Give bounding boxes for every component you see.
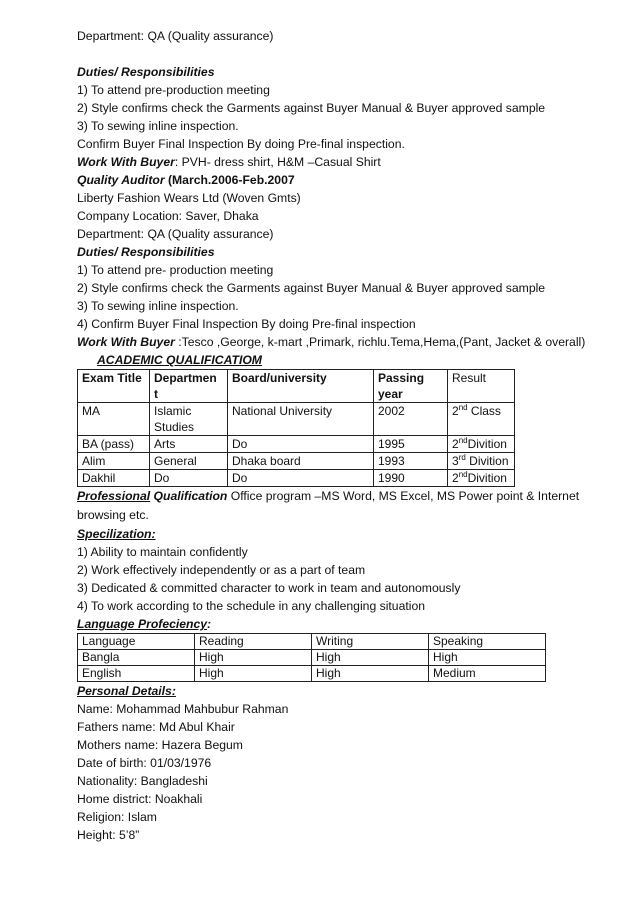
work-with-buyer-label: Work With Buyer — [77, 155, 175, 169]
table-cell: High — [195, 666, 312, 682]
work-with-buyer-line — [77, 333, 617, 351]
table-cell: High — [429, 650, 546, 666]
table-cell: MA — [78, 403, 150, 436]
result-number: 2 — [452, 471, 459, 485]
personal-detail: Nationality: Bangladeshi — [77, 774, 208, 788]
personal-heading: Personal Details: — [77, 684, 176, 698]
column-header: Departmen t — [150, 370, 228, 403]
table-cell: Arts — [150, 436, 228, 453]
table-row — [78, 436, 515, 453]
personal-detail: Home district: Noakhali — [77, 792, 203, 806]
personal-detail: Date of birth: 01/03/1976 — [77, 756, 212, 770]
personal-detail: Name: Mohammad Mahbubur Rahman — [77, 702, 289, 716]
column-header: Writing — [312, 634, 429, 650]
table-cell: Medium — [429, 666, 546, 682]
specialization-heading: Specilization: — [77, 527, 156, 541]
professional-text: Office program –MS Word, MS Excel, MS Power point & Internet browsing etc. — [77, 489, 580, 522]
table-cell: General — [150, 453, 228, 470]
duty-item: 1) To attend pre-production meeting — [77, 83, 270, 97]
table-cell: Do — [228, 470, 374, 487]
result-text: Class — [467, 404, 501, 418]
result-text: Divition — [465, 454, 509, 468]
personal-detail: Religion: Islam — [77, 810, 157, 824]
table-cell: BA (pass) — [78, 436, 150, 453]
column-header: Result — [448, 370, 515, 403]
table-cell: Dhaka board — [228, 453, 374, 470]
table-row — [78, 403, 515, 436]
table-cell: Do — [228, 436, 374, 453]
table-cell: Islamic Studies — [150, 403, 228, 436]
result-suffix: nd — [458, 436, 468, 445]
department-line: Department: QA (Quality assurance) — [77, 29, 274, 43]
qualification-label: Qualification — [150, 489, 228, 503]
professional-qualification — [77, 487, 617, 525]
list-item: 2) Work effectively independently or as a part of team — [77, 563, 366, 577]
duties-heading: Duties/ Responsibilities — [77, 245, 215, 259]
language-heading: Language Profeciency — [77, 617, 208, 631]
table-cell: High — [195, 650, 312, 666]
table-cell: National University — [228, 403, 374, 436]
column-header: Board/university — [228, 370, 374, 403]
work-with-buyer-line — [77, 153, 617, 171]
result-number: 2 — [452, 404, 459, 418]
result-text: Divition — [467, 471, 507, 485]
table-cell: Do — [150, 470, 228, 487]
column-header: Language — [78, 634, 195, 650]
duty-item: 3) To sewing inline inspection. — [77, 119, 239, 133]
result-suffix: rd — [458, 453, 466, 462]
result-text: Divition — [467, 437, 507, 451]
table-cell — [448, 453, 515, 470]
language-heading-colon: : — [207, 617, 212, 631]
table-header-row — [78, 634, 546, 650]
table-cell: 1995 — [374, 436, 448, 453]
company-location: Company Location: Saver, Dhaka — [77, 209, 259, 223]
duty-item: 1) To attend pre- production meeting — [77, 263, 274, 277]
table-cell — [448, 436, 515, 453]
personal-detail: Mothers name: Hazera Begum — [77, 738, 243, 752]
list-item: 1) Ability to maintain confidently — [77, 545, 248, 559]
column-header: Speaking — [429, 634, 546, 650]
table-cell: 1990 — [374, 470, 448, 487]
language-heading-line — [77, 615, 617, 633]
table-cell: 2002 — [374, 403, 448, 436]
table-cell: English — [78, 666, 195, 682]
table-row — [78, 453, 515, 470]
table-row — [78, 650, 546, 666]
list-item: 3) Dedicated & committed character to work in team and autonomously — [77, 581, 461, 595]
language-table — [77, 633, 546, 682]
duty-item: Confirm Buyer Final Inspection By doing Pre-final inspection. — [77, 137, 405, 151]
column-header: Reading — [195, 634, 312, 650]
work-with-buyer-label: Work With Buyer — [77, 335, 175, 349]
table-cell: 1993 — [374, 453, 448, 470]
academic-heading: ACADEMIC QUALIFICATIOM — [97, 353, 262, 367]
duty-item: 2) Style confirms check the Garments against Buyer Manual & Buyer approved sample — [77, 101, 546, 115]
list-item: 4) To work according to the schedule in any challenging situation — [77, 599, 426, 613]
company-name: Liberty Fashion Wears Ltd (Woven Gmts) — [77, 191, 301, 205]
duty-item: 3) To sewing inline inspection. — [77, 299, 239, 313]
table-cell: Bangla — [78, 650, 195, 666]
table-header-row — [78, 370, 515, 403]
job-title: Quality Auditor — [77, 173, 165, 187]
result-number: 3 — [452, 454, 459, 468]
job-title-line — [77, 171, 617, 189]
resume-page — [77, 27, 617, 844]
table-cell — [448, 403, 515, 436]
table-cell: High — [312, 650, 429, 666]
result-suffix: nd — [458, 403, 468, 412]
professional-label: Professional — [77, 489, 151, 503]
academic-table — [77, 369, 515, 487]
job-dates: (March.2006-Feb.2007 — [164, 173, 295, 187]
table-row — [78, 470, 515, 487]
duty-item: 4) Confirm Buyer Final Inspection By doing Pre-final inspection — [77, 317, 416, 331]
table-cell — [448, 470, 515, 487]
department-line: Department: QA (Quality assurance) — [77, 227, 274, 241]
work-with-buyer-value: :Tesco ,George, k-mart ,Primark, richlu.Tema,Hema,(Pant, Jacket & overall) — [174, 335, 586, 349]
column-header: Exam Title — [78, 370, 150, 403]
spacer — [77, 45, 617, 63]
column-header: Passing year — [374, 370, 448, 403]
work-with-buyer-value: : PVH- dress shirt, H&M –Casual Shirt — [174, 155, 381, 169]
personal-detail: Height: 5’8” — [77, 828, 140, 842]
duty-item: 2) Style confirms check the Garments against Buyer Manual & Buyer approved sample — [77, 281, 546, 295]
table-cell: Dakhil — [78, 470, 150, 487]
result-suffix: nd — [458, 470, 468, 479]
table-cell: High — [312, 666, 429, 682]
personal-detail: Fathers name: Md Abul Khair — [77, 720, 235, 734]
result-number: 2 — [452, 437, 459, 451]
table-row — [78, 666, 546, 682]
duties-heading: Duties/ Responsibilities — [77, 65, 215, 79]
table-cell: Alim — [78, 453, 150, 470]
